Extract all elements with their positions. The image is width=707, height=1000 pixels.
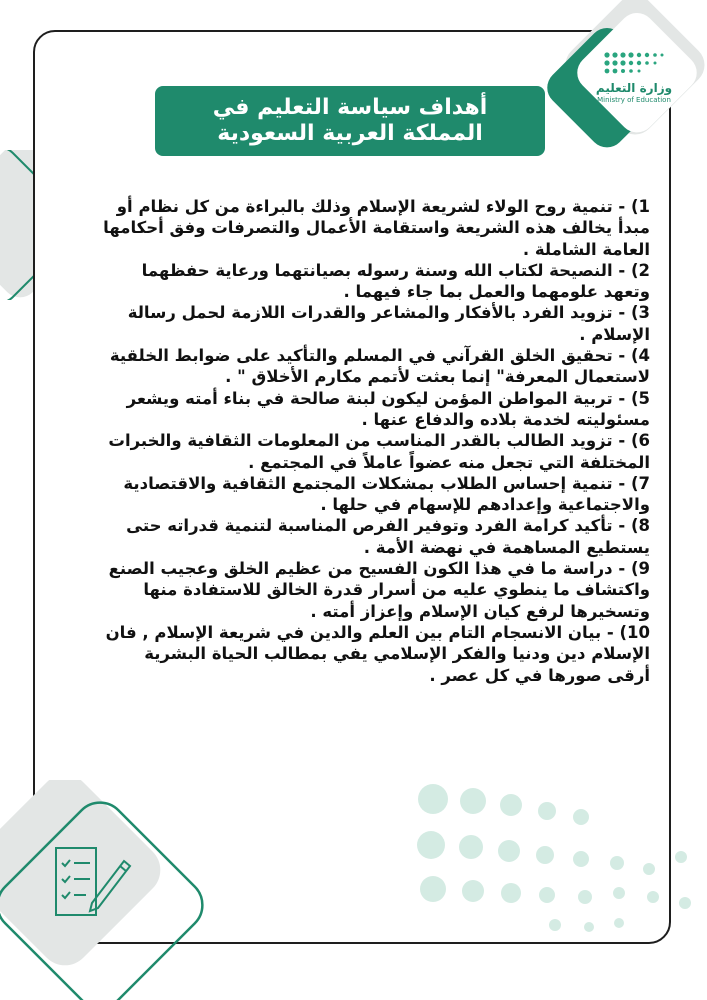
goals-list	[98, 196, 650, 686]
goal-item: 6) - تزويد الطالب بالقدر المناسب من المعلومات الثقافية والخبرات المختلفة التي تجعل منه عضواً عاملاً في المجتمع .	[108, 431, 650, 472]
logo-english-text: Ministry of Education	[597, 95, 671, 104]
goal-item: 3) - تزويد الفرد بالأفكار والمشاعر والقدرات اللازمة لحمل رسالة الإسلام .	[127, 303, 650, 344]
logo-arabic-text: وزارة التعليم	[595, 80, 673, 95]
goal-item: 8) - تأكيد كرامة الفرد وتوفير الفرص المناسبة لتنمية قدراته حتى يستطيع المساهمة في نهضة الأمة .	[126, 516, 650, 557]
goal-item: 7) - تنمية إحساس الطلاب بمشكلات المجتمع الثقافية والاقتصادية والاجتماعية وإعدادهم للإسهام في حلها .	[123, 473, 650, 515]
title-line-1: أهداف سياسة التعليم في	[212, 95, 488, 120]
document-pen-icon	[50, 845, 135, 920]
ministry-logo	[570, 26, 698, 126]
goal-item: 9) - دراسة ما في هذا الكون الفسيح من عظيم الخلق وعجيب الصنع واكتشاف ما ينطوي عليه من أسرار قدرة الخالق للاستفادة منها وتسخيرها لرفع كيان الإسلام وإعزاز أمته .	[108, 559, 650, 621]
goal-item: 5) - تربية المواطن المؤمن ليكون لبنة صالحة في بناء أمته ويشعر مسئوليته لخدمة بلاده والدفاع عنها .	[126, 388, 650, 429]
goal-item: 1) - تنمية روح الولاء لشريعة الإسلام وذلك بالبراءة من كل نظام أو مبدأ يخالف هذه الشريعة واستقامة الأعمال والتصرفات وفق أحكامها العامة الشاملة .	[103, 197, 650, 259]
goal-item: 10) - بيان الانسجام التام بين العلم والدين في شريعة الإسلام , فان الإسلام دين ودنيا والفكر الإسلامي يفي بمطالب الحياة البشرية أرقى صورها في كل عصر .	[105, 622, 650, 685]
title-line-2: المملكة العربية السعودية	[217, 121, 483, 146]
dot-pattern-decor	[405, 775, 705, 945]
page-title	[155, 86, 545, 156]
goal-item: 2) - النصيحة لكتاب الله وسنة رسوله بصيانتهما ورعاية حفظهما وتعهد علومهما والعمل بما جاء فيهما .	[141, 260, 650, 302]
goal-item: 4) - تحقيق الخلق القرآني في المسلم والتأكيد على ضوابط الخلقية لاستعمال المعرفة" إنما بعثت لأتمم مكارم الأخلاق " .	[109, 346, 650, 387]
ministry-logo-icon	[599, 49, 669, 79]
